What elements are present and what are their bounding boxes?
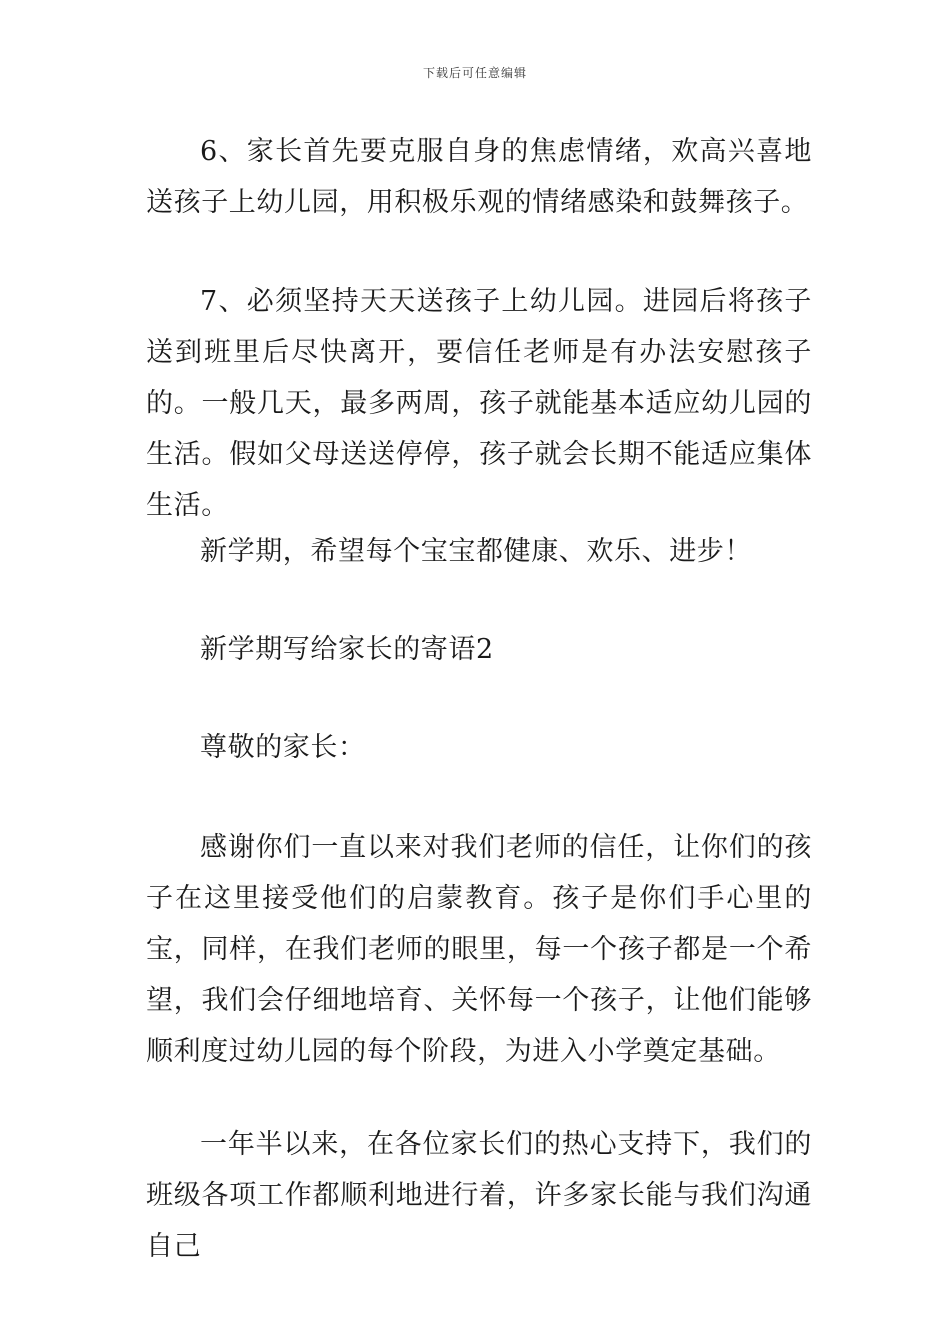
header-note: 下载后可任意编辑 xyxy=(422,66,527,80)
salutation: 尊敬的家长： xyxy=(200,732,366,763)
paragraph-tip-6: 6、家长首先要克服自身的焦虑情绪，欢高兴喜地送孩子上幼儿园，用积极乐观的情绪感染和鼓舞孩子。 xyxy=(146,136,812,218)
paragraph-tip-7: 7、必须坚持天天送孩子上幼儿园。进园后将孩子送到班里后尽快离开，要信任老师是有办法安慰孩子的。一般几天，最多两周，孩子就能基本适应幼儿园的生活。假如父母送送停停，孩子就会长期不能适应集体生活。 xyxy=(146,286,812,521)
paragraph-progress: 一年半以来，在各位家长们的热心支持下，我们的班级各项工作都顺利地进行着，许多家长能与我们沟通自己 xyxy=(146,1129,812,1262)
section-title: 新学期写给家长的寄语2 xyxy=(200,634,494,665)
paragraph-thanks: 感谢你们一直以来对我们老师的信任，让你们的孩子在这里接受他们的启蒙教育。孩子是你们手心里的宝，同样，在我们老师的眼里，每一个孩子都是一个希望，我们会仔细地培育、关怀每一个孩子，让他们能够顺利度过幼儿园的每个阶段，为进入小学奠定基础。 xyxy=(146,832,812,1067)
paragraph-wish: 新学期，希望每个宝宝都健康、欢乐、进步！ xyxy=(200,536,752,567)
